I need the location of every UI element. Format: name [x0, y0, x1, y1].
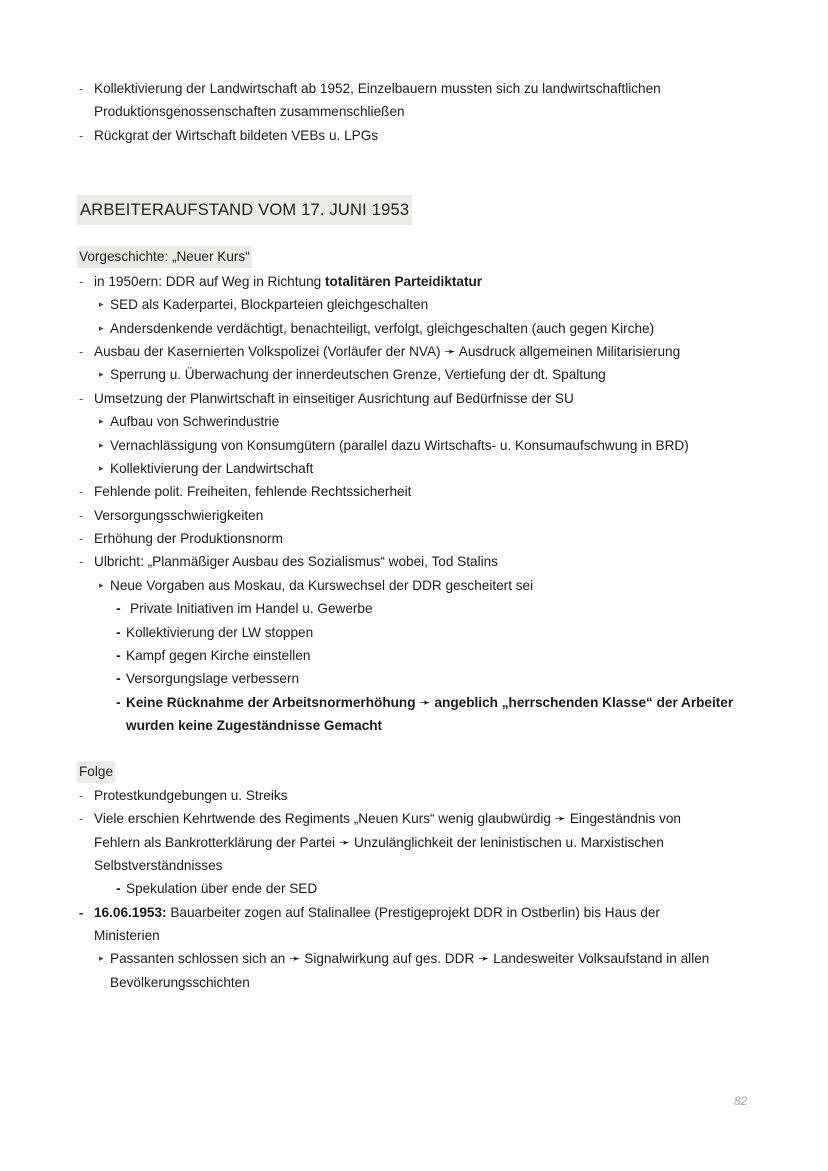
subheading-vorgeschichte: Vorgeschichte: „Neuer Kurs“ — [77, 246, 252, 268]
list-item-text: Fehlende polit. Freiheiten, fehlende Rechtssicherheit — [94, 484, 412, 499]
list-item-text: Ausbau der Kasernierten Volkspolizei (Vorläufer der NVA) ➛ Ausdruck allgemeinen Militarisierung — [94, 344, 681, 359]
page-number: 82 — [734, 1094, 748, 1108]
sub-sub-list-item-text-bold-continued: wurden keine Zugeständnisse Gemacht — [126, 718, 383, 733]
dash-marker: - — [79, 274, 84, 289]
dash-marker: - — [116, 647, 121, 663]
sub-sub-list-item-text-bold: Keine Rücknahme der Arbeitsnormerhöhung ➛ angeblich „herrschenden Klasse“ der Arbeiter — [126, 695, 734, 710]
bullet-marker: ▸ — [99, 416, 104, 426]
bullet-marker: ▸ — [99, 953, 104, 963]
list-item-text: Protestkundgebungen u. Streiks — [94, 788, 288, 803]
dash-marker: - — [79, 508, 84, 523]
dash-marker: - — [116, 670, 121, 686]
sub-sub-list-item-text: Private Initiativen im Handel u. Gewerbe — [130, 601, 373, 616]
sub-sub-list-item-text: Kampf gegen Kirche einstellen — [126, 648, 311, 663]
sub-list-item-text: Passanten schlossen sich an ➛ Signalwirkung auf ges. DDR ➛ Landesweiter Volksaufstand in allen — [110, 951, 710, 966]
sub-list-item-text: Vernachlässigung von Konsumgütern (parallel dazu Wirtschafts- u. Konsumaufschwung in BRD) — [110, 438, 689, 453]
dash-marker: - — [79, 554, 84, 569]
list-item-text: Bauarbeiter zogen auf Stalinallee (Prestigeprojekt DDR in Ostberlin) bis Haus der — [166, 905, 660, 920]
list-item-text: Umsetzung der Planwirtschaft in einseitiger Ausrichtung auf Bedürfnisse der SU — [94, 391, 574, 406]
sub-list-item-text: Aufbau von Schwerindustrie — [110, 414, 280, 429]
dash-marker: - — [79, 391, 84, 406]
dash-marker: - — [79, 81, 84, 96]
list-item-text: Rückgrat der Wirtschaft bildeten VEBs u. LPGs — [94, 128, 379, 143]
list-item-text: Ulbricht: „Planmäßiger Ausbau des Sozialismus“ wobei, Tod Stalins — [94, 554, 498, 569]
bullet-marker: ▸ — [99, 463, 104, 473]
bold-text: totalitären Parteidiktatur — [324, 274, 483, 289]
subheading-folge: Folge — [77, 761, 115, 783]
dash-marker: - — [79, 788, 84, 803]
date-bold: 16.06.1953: — [94, 905, 167, 920]
section-heading: ARBEITERAUFSTAND VOM 17. JUNI 1953 — [77, 195, 412, 225]
sub-list-item-text: Kollektivierung der Landwirtschaft — [110, 461, 314, 476]
dash-marker: - — [116, 880, 121, 896]
dash-marker: - — [79, 811, 84, 826]
list-item-text-continued: Selbstverständnisses — [94, 858, 223, 873]
dash-marker: - — [116, 600, 121, 616]
bullet-marker: ▸ — [99, 299, 104, 309]
sub-list-item-text: Neue Vorgaben aus Moskau, da Kurswechsel der DDR gescheitert sei — [110, 578, 534, 593]
dash-marker: - — [79, 905, 84, 920]
dash-marker: - — [79, 344, 84, 359]
bullet-marker: ▸ — [99, 580, 104, 590]
dash-marker: - — [79, 484, 84, 499]
list-item-text: Kollektivierung der Landwirtschaft ab 1952, Einzelbauern mussten sich zu landwirtschaftlichen — [94, 81, 661, 96]
sub-sub-list-item-text: Versorgungslage verbessern — [126, 671, 300, 686]
list-item-text: Erhöhung der Produktionsnorm — [94, 531, 283, 546]
dash-marker: - — [116, 624, 121, 640]
sub-list-item-text: SED als Kaderpartei, Blockparteien gleichgeschalten — [110, 297, 429, 312]
list-item-text: in 1950ern: DDR auf Weg in Richtung — [94, 274, 325, 289]
dash-marker: - — [79, 128, 84, 143]
bullet-marker: ▸ — [99, 440, 104, 450]
list-item-text: Viele erschien Kehrtwende des Regiments „Neuen Kurs“ wenig glaubwürdig ➛ Eingeständnis von — [94, 811, 681, 826]
sub-list-item-text-continued: Bevölkerungsschichten — [110, 975, 250, 990]
sub-sub-list-item-text: Spekulation über ende der SED — [126, 881, 318, 896]
list-item-text-continued: Fehlern als Bankrotterklärung der Partei ➛ Unzulänglichkeit der leninistischen u. Marxistischen — [94, 835, 664, 850]
list-item-text-continued: Ministerien — [94, 928, 160, 943]
dash-marker: - — [79, 531, 84, 546]
list-item-text: Versorgungsschwierigkeiten — [94, 508, 264, 523]
list-item-text-continued: Produktionsgenossenschaften zusammenschließen — [94, 104, 405, 119]
sub-sub-list-item-text: Kollektivierung der LW stoppen — [126, 625, 314, 640]
bullet-marker: ▸ — [99, 369, 104, 379]
sub-list-item-text: Sperrung u. Überwachung der innerdeutschen Grenze, Vertiefung der dt. Spaltung — [110, 367, 606, 382]
bullet-marker: ▸ — [99, 323, 104, 333]
sub-list-item-text: Andersdenkende verdächtigt, benachteiligt, verfolgt, gleichgeschalten (auch gegen Kirche) — [110, 321, 655, 336]
dash-marker: - — [116, 694, 121, 710]
